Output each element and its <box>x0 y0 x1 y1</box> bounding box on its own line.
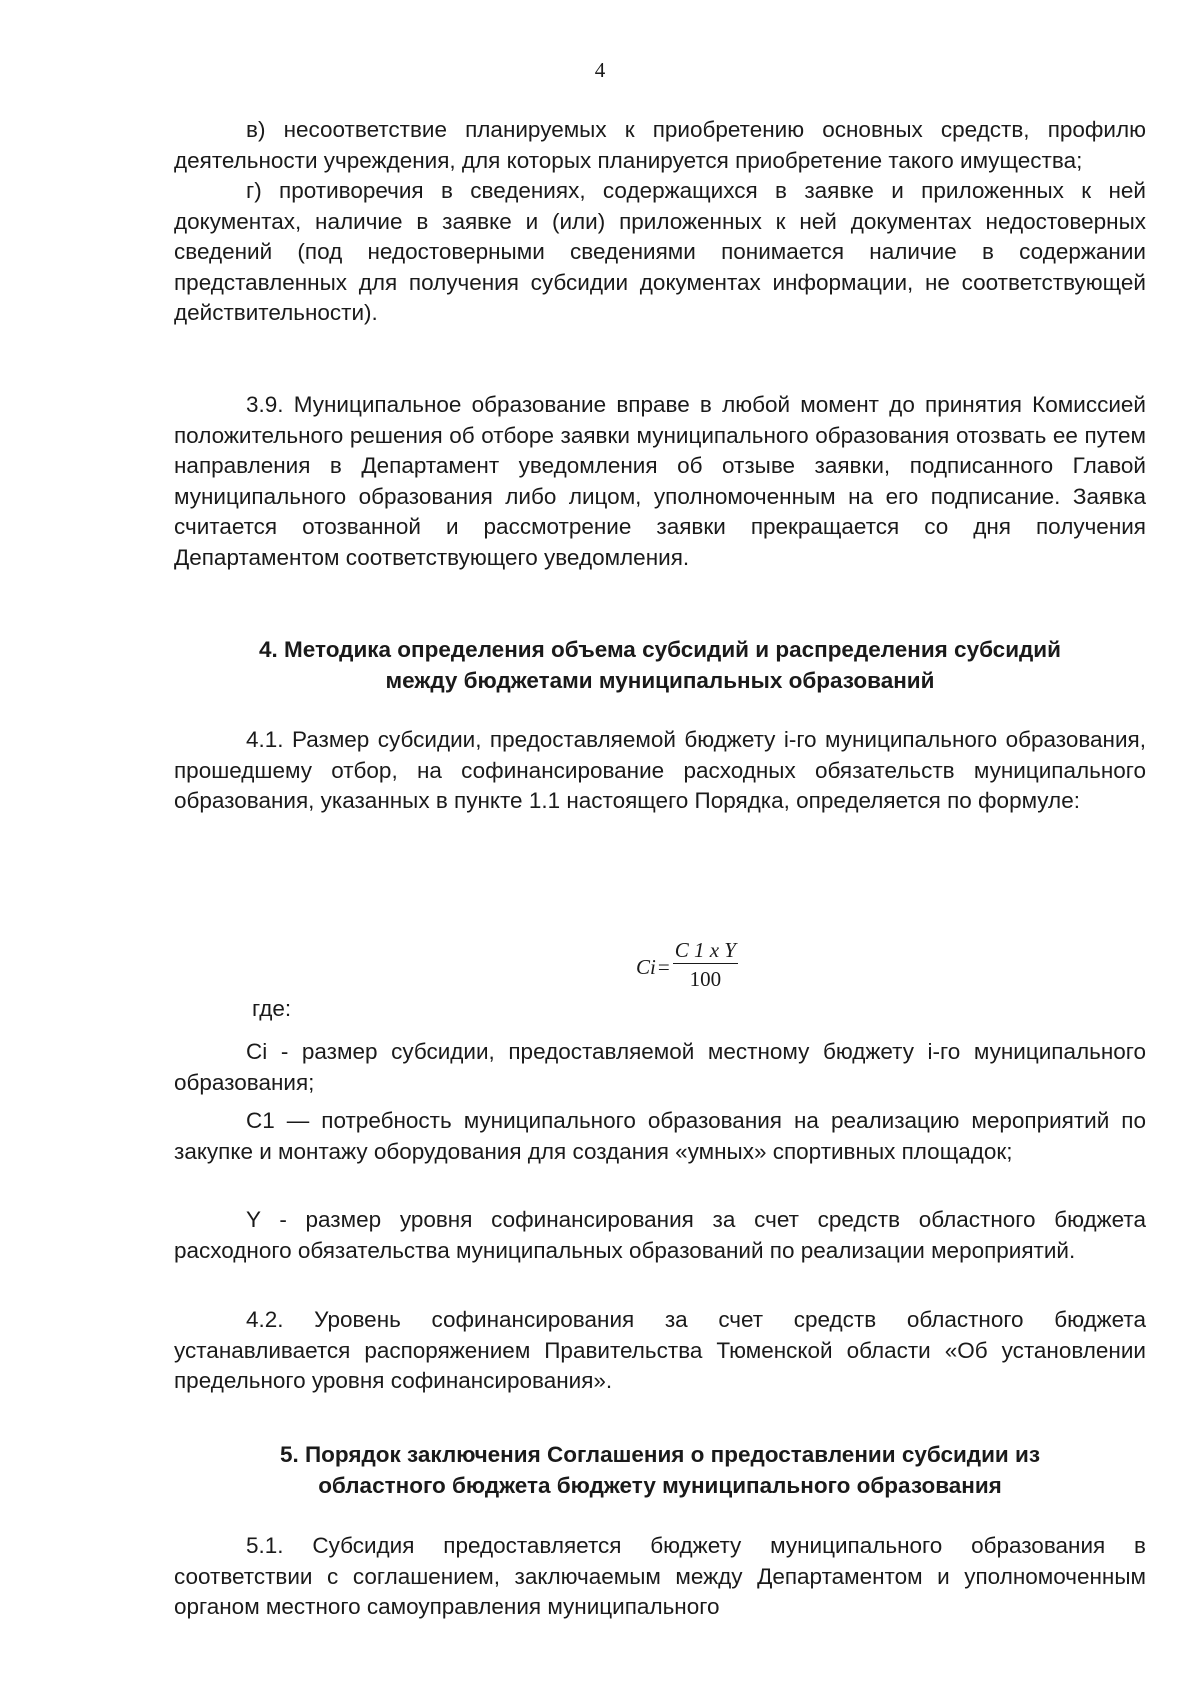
section-5-heading-line2: областного бюджета бюджету муниципального образования <box>318 1472 1002 1498</box>
paragraph-item-g: г) противоречия в сведениях, содержащихся в заявке и приложенных к ней документах, наличие в заявке и (или) приложенных к ней документах недостоверных сведений (под недостоверными сведениями понимается наличие в содержании представленных для получения субсидии документах информации, не соответствующей действительности). <box>174 178 1146 325</box>
page-number: 4 <box>594 58 606 82</box>
formula-fraction <box>673 938 738 992</box>
text-block-criteria <box>174 115 1146 329</box>
section-4-heading-line2: между бюджетами муниципальных образований <box>385 667 935 693</box>
subsidy-formula <box>636 938 738 992</box>
formula-equals: = <box>657 954 670 979</box>
paragraph-4-2: 4.2. Уровень софинансирования за счет средств областного бюджета устанавливается распоряжением Правительства Тюменской области «Об установлении предельного уровня софинансирования». <box>174 1307 1146 1393</box>
definition-ci: Ci - размер субсидии, предоставляемой местному бюджету i-го муниципального образования; <box>174 1039 1146 1095</box>
section-5-heading <box>174 1440 1146 1501</box>
definition-c1: C1 — потребность муниципального образования на реализацию мероприятий по закупке и монтажу оборудования для создания «умных» спортивных площадок; <box>174 1108 1146 1164</box>
text-block-4-2 <box>174 1305 1146 1397</box>
text-block-3-9 <box>174 390 1146 573</box>
definition-y: Y - размер уровня софинансирования за счет средств областного бюджета расходного обязательства муниципальных образований по реализации мероприятий. <box>174 1207 1146 1263</box>
paragraph-5-1: 5.1. Субсидия предоставляется бюджету муниципального образования в соответствии с соглашением, заключаемым между Департаментом и уполномоченным органом местного самоуправления муниципального <box>174 1533 1146 1619</box>
formula-denominator: 100 <box>689 967 722 991</box>
section-4-heading-line1: 4. Методика определения объема субсидий и распределения субсидий <box>259 637 1061 662</box>
section-4-heading <box>174 635 1146 696</box>
definition-y-block <box>174 1205 1146 1266</box>
paragraph-4-1: 4.1. Размер субсидии, предоставляемой бюджету i-го муниципального образования, прошедшему отбор, на софинансирование расходных обязательств муниципального образования, указанных в пункте 1.1 настоящего Порядка, определяется по формуле: <box>174 727 1146 813</box>
definition-c1-block <box>174 1106 1146 1167</box>
paragraph-3-9: 3.9. Муниципальное образование вправе в любой момент до принятия Комиссией положительного решения об отборе заявки муниципального образования отозвать ее путем направления в Департамент уведомления об отзыве заявки, подписанного Главой муниципального образования либо лицом, уполномоченным на его подписание. Заявка считается отозванной и рассмотрение заявки прекращается со дня получения Департаментом соответствующего уведомления. <box>174 392 1146 570</box>
paragraph-item-v: в) несоответствие планируемых к приобретению основных средств, профилю деятельности учреждения, для которых планируется приобретение такого имущества; <box>174 117 1146 173</box>
where-label: где: <box>252 996 292 1021</box>
formula-numerator: C 1 x Y <box>674 938 736 962</box>
definition-ci-block <box>174 1037 1146 1098</box>
text-block-4-1 <box>174 725 1146 817</box>
section-5-heading-line1: 5. Порядок заключения Соглашения о предоставлении субсидии из <box>279 1442 1041 1467</box>
formula-lhs: Ci <box>636 954 656 979</box>
text-block-5-1 <box>174 1531 1146 1623</box>
